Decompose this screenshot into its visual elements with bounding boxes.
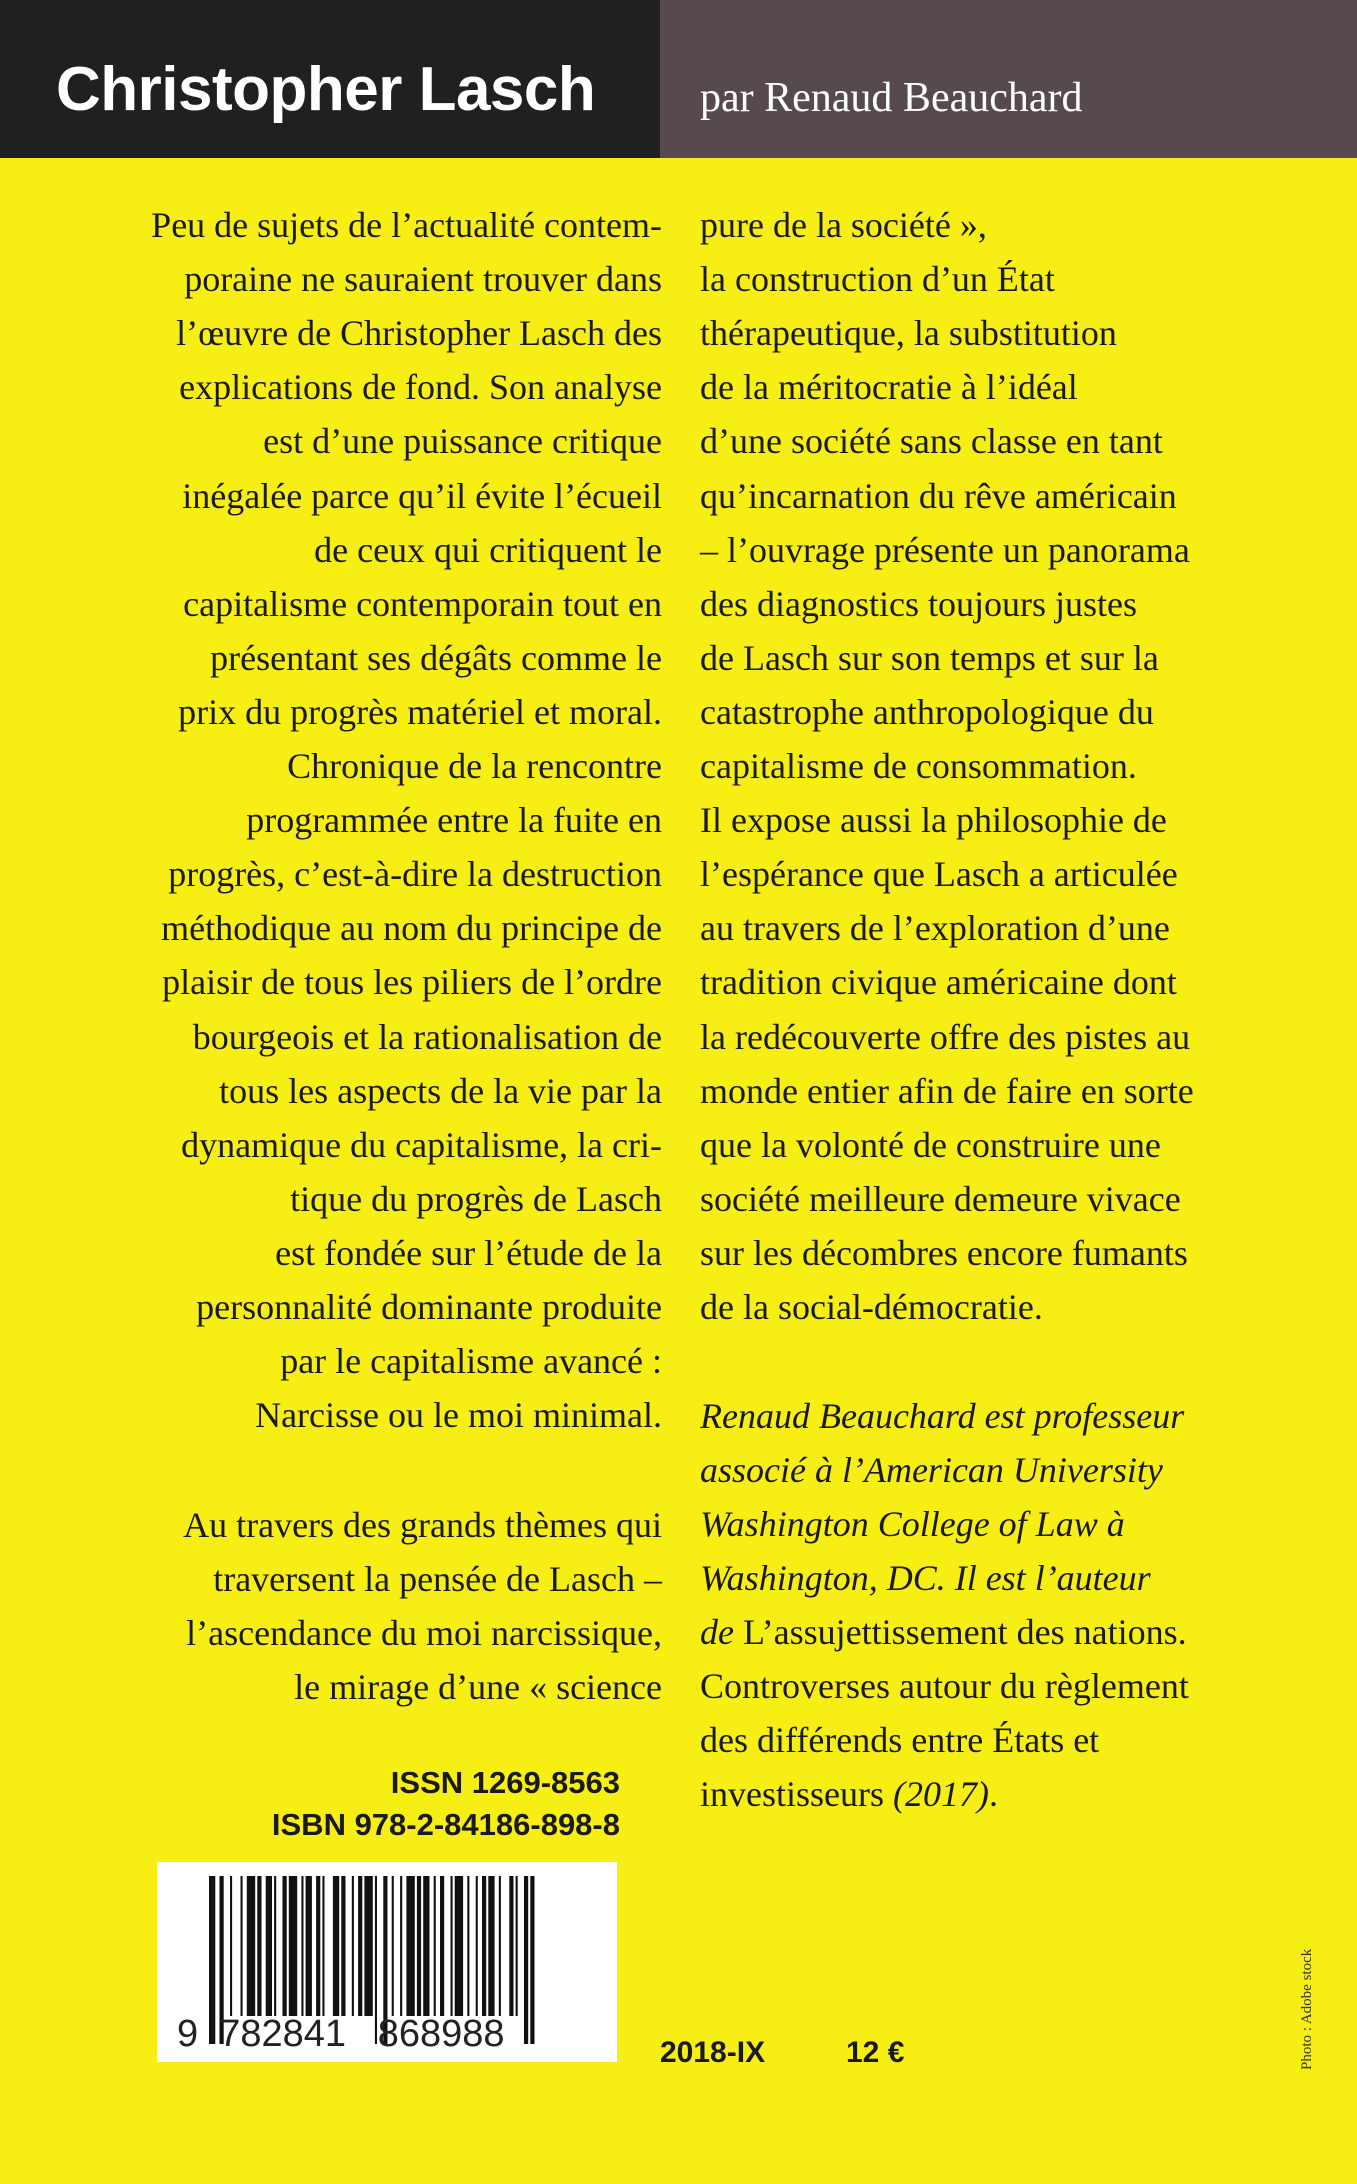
left-column-line: par le capitalisme avancé : <box>280 1341 662 1382</box>
right-column-line: de Lasch sur son temps et sur la <box>700 637 1159 678</box>
author-title: Christopher Lasch <box>56 55 596 124</box>
bio-text: L’assujettissement des nations. <box>742 1612 1187 1652</box>
right-column-line: tradition civique américaine dont <box>700 962 1177 1003</box>
barcode-bar <box>440 1876 444 2016</box>
bio-text: associé à l’American University <box>700 1450 1163 1490</box>
left-column-line: personnalité dominante produite <box>196 1287 662 1327</box>
barcode-bar <box>322 1876 324 2016</box>
barcode-bar <box>341 1876 345 2016</box>
barcode-group-2: 868988 <box>377 2013 505 2055</box>
barcode-bar <box>488 1876 494 2016</box>
barcode-bar <box>241 1876 243 2016</box>
left-column-line: dynamique du capitalisme, la cri- <box>181 1124 662 1165</box>
barcode-bar <box>358 1876 362 2016</box>
left-column-line: capitalisme contemporain tout en <box>183 583 662 624</box>
bio-text: des différends entre États et <box>700 1720 1100 1760</box>
right-column-line: d’une société sans classe en tant <box>700 421 1163 462</box>
right-column-line: pure de la société », <box>700 205 987 245</box>
right-column-line: au travers de l’exploration d’une <box>700 908 1170 949</box>
left-column-line: Chronique de la rencontre <box>287 746 662 786</box>
right-column-line: la redécouverte offre des pistes au <box>700 1016 1191 1057</box>
left-column-line: plaisir de tous les piliers de l’ordre <box>162 962 662 1003</box>
left-column-line: Peu de sujets de l’actualité contem- <box>151 205 662 245</box>
price: 12 € <box>846 2036 905 2069</box>
bio-line <box>700 1497 1125 1551</box>
left-column-line: tous les aspects de la vie par la <box>219 1070 662 1111</box>
left-column-line: Au travers des grands thèmes qui <box>183 1505 662 1545</box>
right-column-line: capitalisme de consommation. <box>700 746 1137 786</box>
left-column-line: l’ascendance du moi narcissique, <box>186 1613 662 1653</box>
edition-code: 2018-IX <box>660 2036 766 2069</box>
left-column-line: est fondée sur l’étude de la <box>275 1232 662 1273</box>
left-column-line: poraine ne sauraient trouver dans <box>184 259 662 300</box>
bio-line <box>700 1659 1189 1713</box>
bio-text: de <box>700 1612 743 1652</box>
barcode-bar <box>230 1876 232 2016</box>
barcode-bar <box>316 1876 320 2016</box>
bio-text: investisseurs <box>700 1774 893 1814</box>
right-column-line: sur les décombres encore fumants <box>700 1232 1188 1273</box>
right-column-line: que la volonté de construire une <box>700 1124 1161 1165</box>
right-column-line: la construction d’un État <box>700 259 1055 300</box>
right-column-line: de la social-démocratie. <box>700 1287 1043 1327</box>
bio-text: Renaud Beauchard est professeur <box>700 1396 1185 1436</box>
barcode-bar <box>283 1876 287 2016</box>
right-column-line: – l’ouvrage présente un panorama <box>700 529 1190 570</box>
barcode-bar <box>266 1876 272 2016</box>
right-column-line: l’espérance que Lasch a articulée <box>700 854 1178 895</box>
barcode-digits <box>177 2014 597 2054</box>
right-column-line: de la méritocratie à l’idéal <box>700 367 1078 408</box>
barcode-bar <box>516 1876 518 2016</box>
barcode-bar <box>455 1876 463 2016</box>
bio-line <box>700 1389 1184 1443</box>
left-column-line: l’œuvre de Christopher Lasch des <box>176 313 662 354</box>
byline: par Renaud Beauchard <box>700 75 1083 121</box>
barcode-bar <box>289 1876 297 2016</box>
barcode <box>157 1862 617 2062</box>
bio-text: Washington College of Law à <box>700 1504 1125 1544</box>
left-column-line: explications de fond. Son analyse <box>179 367 662 408</box>
left-column-line: traversent la pensée de Lasch – <box>213 1559 662 1599</box>
left-column-line: bourgeois et la rationalisation de <box>192 1016 662 1057</box>
barcode-bar <box>274 1876 276 2016</box>
right-text-column <box>700 0 1300 1900</box>
right-column-line: catastrophe anthropologique du <box>700 691 1154 732</box>
barcode-bar <box>400 1876 402 2016</box>
left-column-line: inégalée parce qu’il évite l’écueil <box>182 475 662 516</box>
left-text-column <box>0 0 662 1707</box>
barcode-first-digit: 9 <box>177 2013 199 2055</box>
right-column-line: monde entier afin de faire en sorte <box>700 1070 1194 1111</box>
barcode-bar <box>406 1876 414 2016</box>
barcode-bar <box>509 1876 513 2016</box>
bio-line <box>700 1605 1187 1659</box>
right-column-line: qu’incarnation du rêve américain <box>700 475 1177 516</box>
barcode-bar <box>423 1876 429 2016</box>
bio-text: (2017) <box>893 1774 989 1814</box>
left-column-line: prix du progrès matériel et moral. <box>178 691 662 732</box>
left-column-line: programmée entre la fuite en <box>246 800 662 841</box>
barcode-bar <box>417 1876 421 2016</box>
isbn-code: ISBN 978-2-84186-898-8 <box>271 1807 620 1842</box>
right-column-line: des diagnostics toujours justes <box>700 583 1137 624</box>
barcode-bar <box>352 1876 354 2016</box>
bio-line <box>700 1443 1163 1497</box>
left-column-line: Narcisse ou le moi minimal. <box>255 1395 662 1436</box>
bio-text: Washington, DC. Il est l’auteur <box>700 1558 1151 1598</box>
barcode-bar <box>257 1876 261 2016</box>
barcode-bar <box>499 1876 501 2016</box>
bio-line <box>700 1713 1099 1767</box>
right-column-line: société meilleure demeure vivace <box>700 1178 1181 1219</box>
bio-text: Controverses autour du règlement <box>700 1666 1189 1706</box>
left-column-line: le mirage d’une « science <box>294 1667 662 1707</box>
left-column-line: de ceux qui critiquent le <box>314 529 662 570</box>
issn-code: ISSN 1269-8563 <box>390 1765 620 1800</box>
catalog-codes <box>272 1762 620 1846</box>
barcode-bar <box>392 1876 394 2016</box>
barcode-bar <box>434 1876 436 2016</box>
barcode-bar <box>301 1876 303 2016</box>
barcode-bar <box>482 1876 486 2016</box>
barcode-bar <box>451 1876 453 2016</box>
bio-line <box>700 1767 998 1821</box>
left-column-line: progrès, c’est-à-dire la destruction <box>168 854 662 895</box>
left-column-line: méthodique au nom du principe de <box>161 908 662 949</box>
barcode-bar <box>467 1876 469 2016</box>
barcode-bar <box>247 1876 255 2016</box>
bio-text: . <box>988 1774 998 1814</box>
left-column-line: est d’une puissance critique <box>263 421 662 462</box>
barcode-bar <box>333 1876 339 2016</box>
left-column-line: présentant ses dégâts comme le <box>210 637 662 678</box>
barcode-bar <box>364 1876 372 2016</box>
photo-credit: Photo : Adobe stock <box>1299 1948 1315 2070</box>
bio-line <box>700 1551 1151 1605</box>
barcode-bar <box>306 1876 312 2016</box>
barcode-group-1: 782841 <box>219 2013 347 2055</box>
right-column-line: Il expose aussi la philosophie de <box>700 800 1167 841</box>
left-column-line: tique du progrès de Lasch <box>290 1178 662 1219</box>
barcode-bar <box>476 1876 478 2016</box>
right-column-line: thérapeutique, la substitution <box>700 313 1117 354</box>
